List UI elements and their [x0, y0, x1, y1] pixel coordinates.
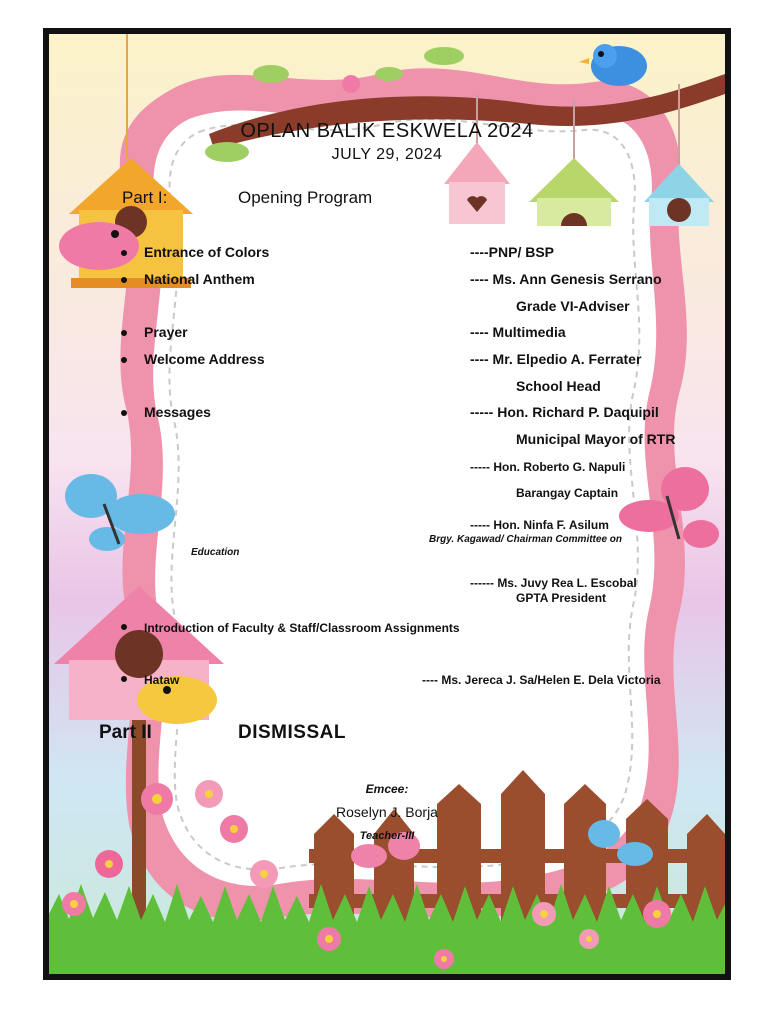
program-item: Introduction of Faculty & Staff/Classroom Assignments: [144, 621, 460, 635]
emcee-title: Teacher-III: [359, 830, 415, 842]
bullet: [121, 250, 127, 256]
message-person: ----- Hon. Ninfa F. Asilum: [470, 518, 609, 532]
part2-label: Part II: [99, 722, 152, 743]
bullet: [121, 676, 127, 682]
event-title: OPLAN BALIK ESKWELA 2024: [240, 120, 534, 142]
program-item: Welcome Address: [144, 351, 265, 367]
bullet: [121, 330, 127, 336]
program-item: Prayer: [144, 324, 188, 340]
program-item: Entrance of Colors: [144, 244, 270, 260]
program-role: School Head: [516, 378, 601, 394]
program-item: Hataw: [144, 673, 180, 687]
program-person: ---- Ms. Jereca J. Sa/Helen E. Dela Victoria: [422, 673, 661, 687]
bullet: [121, 357, 127, 363]
blue-bird-icon: [579, 44, 647, 86]
program-role: Grade VI-Adviser: [516, 298, 630, 314]
program-person: ----PNP/ BSP: [470, 244, 555, 260]
program-item: National Anthem: [144, 271, 255, 287]
program-person: ----- Hon. Richard P. Daquipil: [470, 404, 659, 420]
bullet: [121, 624, 127, 630]
emcee-label: Emcee:: [365, 782, 409, 796]
program-person: ---- Multimedia: [470, 324, 566, 340]
program-item: Messages: [144, 404, 211, 420]
program-person: ---- Ms. Ann Genesis Serrano: [470, 271, 662, 287]
pink-bird-icon: [59, 222, 139, 270]
message-role: Barangay Captain: [516, 486, 619, 500]
part1-heading: Opening Program: [238, 188, 373, 207]
event-date: JULY 29, 2024: [331, 146, 443, 163]
bullet: [121, 277, 127, 283]
bullet: [121, 410, 127, 416]
message-role: GPTA President: [516, 591, 607, 605]
part1-label: Part I:: [122, 188, 168, 207]
message-role-continued: Education: [191, 547, 240, 558]
program-role: Municipal Mayor of RTR: [516, 431, 676, 447]
program-person: ---- Mr. Elpedio A. Ferrater: [470, 351, 642, 367]
emcee-name: Roselyn J. Borja: [336, 804, 438, 820]
part2-heading: DISMISSAL: [238, 722, 346, 743]
invitation-frame: [43, 28, 731, 980]
message-person: ------ Ms. Juvy Rea L. Escobal: [470, 576, 637, 590]
message-person: ----- Hon. Roberto G. Napuli: [470, 460, 626, 474]
message-role: Brgy. Kagawad/ Chairman Committee on: [429, 534, 622, 545]
